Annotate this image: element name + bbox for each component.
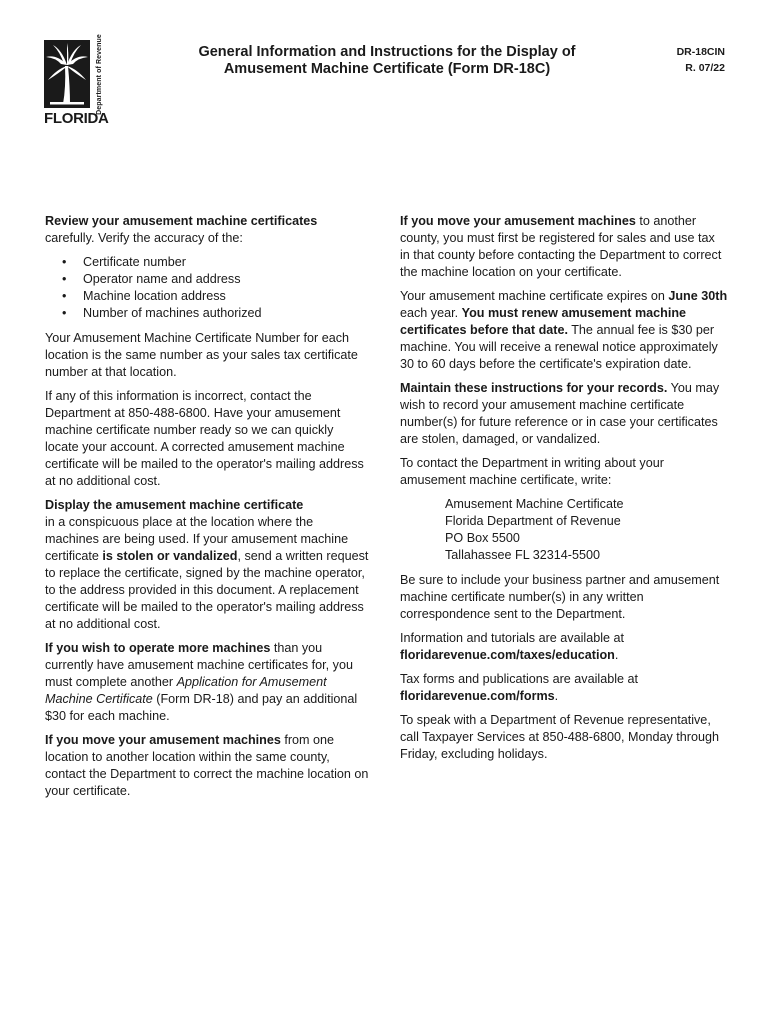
list-item: • Certificate number xyxy=(45,254,370,271)
revision-date: R. 07/22 xyxy=(685,62,725,74)
verify-list xyxy=(45,254,370,322)
page-title xyxy=(168,44,606,78)
title-line-1: General Information and Instructions for the Display of xyxy=(198,44,576,60)
display-paragraph: Display the amusement machine certificate in a conspicuous place at the location where the machines are being used. If your amusement machine certificate is stolen or vandalized, send a written request to replace the certificate, signed by the machine operator, to the address provided in this document. A replacement certificate will be mailed to the operator's mailing address at no additional cost. xyxy=(45,498,369,631)
forms-link[interactable]: floridarevenue.com/forms xyxy=(400,689,555,703)
maintain-paragraph: Maintain these instructions for your records. You may wish to record your amusement machine certificate number(s) for future reference or in case your certificates are stolen, damaged, or vandalized. xyxy=(400,381,720,446)
address-line: Tallahassee FL 32314-5500 xyxy=(445,548,600,562)
dor-logo xyxy=(44,33,109,128)
expiration-paragraph: Your amusement machine certificate expires on June 30th each year. You must renew amusement machine certificates before that date. The annual fee is $30 per machine. You will receive a renewal notice approximately 30 to 60 days before the certificate's expiration date. xyxy=(400,289,728,371)
list-item: • Operator name and address xyxy=(45,271,370,288)
left-column xyxy=(45,213,370,807)
form-number: DR-18CIN xyxy=(676,46,725,58)
forms-paragraph: Tax forms and publications are available at floridarevenue.com/forms. xyxy=(400,672,639,703)
move-same-county-paragraph: If you move your amusement machines from one location to another location within the same county, contact the Department to correct the machine location on your certificate. xyxy=(45,733,369,798)
logo-vertical-text: Department of Revenue xyxy=(95,33,103,115)
title-line-2: Amusement Machine Certificate (Form DR-18C) xyxy=(223,61,551,77)
more-machines-paragraph: If you wish to operate more machines than you currently have amusement machine certificates for, you must complete another Application for Amusement Machine Certificate (Form DR-18) and pay an additional $30 for each machine. xyxy=(45,641,358,723)
speak-paragraph: To speak with a Department of Revenue representative, call Taxpayer Services at 850-488-6800, Monday through Friday, excluding holidays. xyxy=(400,713,719,761)
address-line: PO Box 5500 xyxy=(445,531,520,545)
incorrect-info-paragraph: If any of this information is incorrect, contact the Department at 850-488-6800. Have your amusement machine certificate number ready so we can quickly locate your account. A corrected amusement machine certificate will be mailed to the operator's mailing address at no additional cost. xyxy=(45,389,364,488)
mailing-address xyxy=(445,496,728,564)
contact-paragraph: To contact the Department in writing about your amusement machine certificate, write: xyxy=(400,456,664,487)
address-line: Amusement Machine Certificate xyxy=(445,497,624,511)
include-paragraph: Be sure to include your business partner and amusement machine certificate number(s) in any written correspondence sent to the Department. xyxy=(400,573,720,621)
certificate-number-paragraph: Your Amusement Machine Certificate Number for each location is the same number as your sales tax certificate number at that location. xyxy=(45,331,358,379)
move-other-county-paragraph: If you move your amusement machines to another county, you must first be registered for sales and use tax in that county before contacting the Department to correct the machine location on your certificate. xyxy=(400,214,722,279)
form-number-block xyxy=(635,44,725,76)
review-heading: Review your amusement machine certificates carefully. Verify the accuracy of the: xyxy=(45,214,318,245)
list-item: • Machine location address xyxy=(45,288,370,305)
palm-tree-icon xyxy=(44,40,90,108)
list-item: • Number of machines authorized xyxy=(45,305,370,322)
logo-florida-text: FLORIDA xyxy=(44,110,109,127)
info-paragraph: Information and tutorials are available at floridarevenue.com/taxes/education. xyxy=(400,631,625,662)
address-line: Florida Department of Revenue xyxy=(445,514,621,528)
education-link[interactable]: floridarevenue.com/taxes/education xyxy=(400,648,615,662)
right-column xyxy=(400,213,728,770)
